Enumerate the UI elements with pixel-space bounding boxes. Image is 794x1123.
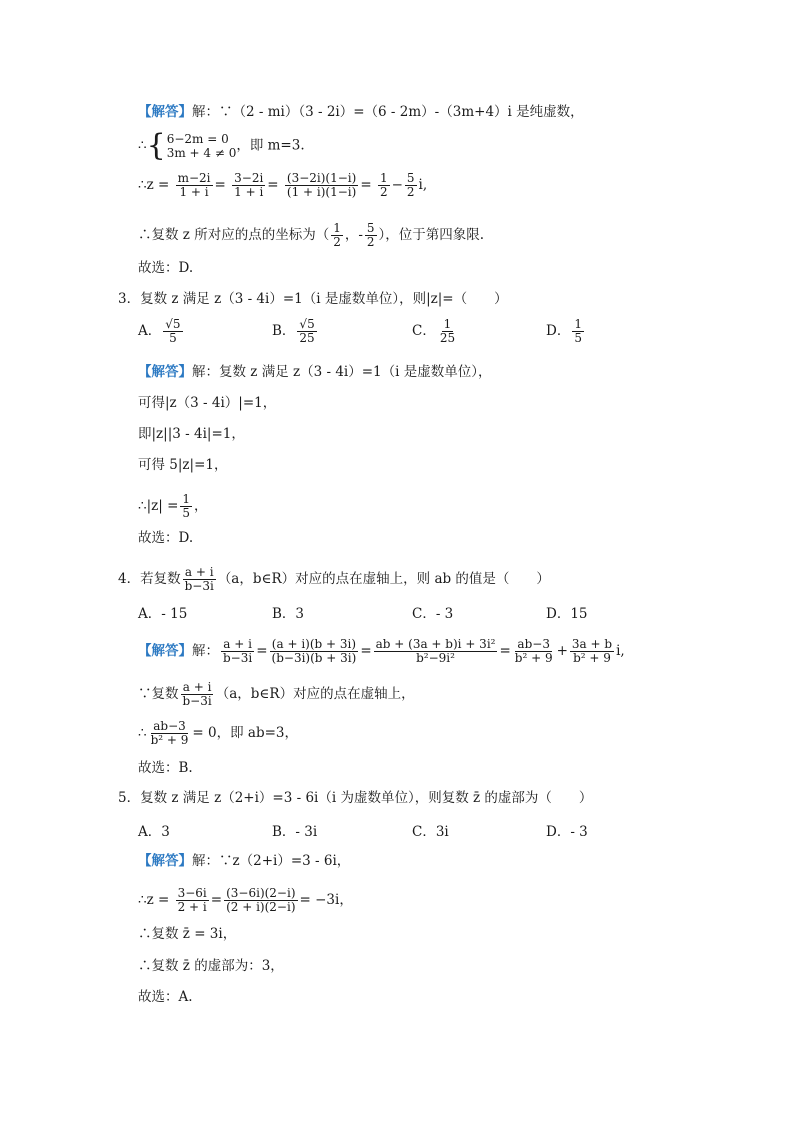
fraction: $\frac{1}{25}$ <box>439 317 456 345</box>
q5-stem: 5．复数 z 满足 z（2+i）=3 - 6i（i 为虚数单位），则复数 z̄ 的虚部为（ ） <box>118 790 593 806</box>
q5-option-b[interactable]: B．- 3i <box>272 824 318 840</box>
fraction: $\frac{1}{5}$ <box>574 317 582 345</box>
fraction: $\frac{1}{2}$ <box>379 171 388 199</box>
q4-option-c[interactable]: C．- 3 <box>412 606 454 622</box>
equation-system: { 6−2m = 0 3m + 4 ≠ 0 <box>146 128 237 163</box>
q4-option-b[interactable]: B．3 <box>272 606 305 622</box>
q3-choice: 故选：D. <box>138 530 194 546</box>
fraction: $\frac{3-6i}{2 + i}$ <box>177 886 207 914</box>
q5-option-d[interactable]: D．- 3 <box>546 824 588 840</box>
q5-z-derivation: ∴z = $\frac{3-6i}{2 + i}$ = $\frac{(3-6i)(2-i)}{(2 + i)(2-i)}$ = −3i， <box>138 886 353 914</box>
fraction: $\frac{\text{ab + (3a + b)i + 3i²}}{\text{b²−9i²}}$ <box>375 637 496 665</box>
q3-option-a[interactable]: A． $\frac{√5}{5}$ <box>138 317 181 345</box>
answer-tag: 【解答】 <box>138 104 192 120</box>
q3-option-c[interactable]: C． $\frac{1}{25}$ <box>412 317 456 345</box>
fraction: $\frac{a + i}{b-3i}$ <box>184 565 214 593</box>
q5-option-a[interactable]: A．3 <box>138 824 170 840</box>
q3-line4: 可得 5|z|=1， <box>138 457 228 473</box>
fraction: $\frac{(3-2i)(1-i)}{(1 + i)(1-i)}$ <box>286 171 357 199</box>
fraction: $\frac{3a + b}{\text{b² + 9}}$ <box>571 637 613 665</box>
fraction: $\frac{5}{2}$ <box>366 221 375 249</box>
q2-choice: 故选：D. <box>138 260 194 276</box>
fraction: $\frac{√5}{5}$ <box>165 317 181 345</box>
fraction: $\frac{1}{5}$ <box>182 492 191 520</box>
fraction: $\frac{a + i}{b-3i}$ <box>223 637 253 665</box>
q4-stem: 4．若复数 $\frac{a + i}{b-3i}$ （a，b∈R）对应的点在虚轴上，则 ab 的值是（ ） <box>118 565 550 593</box>
q4-option-d[interactable]: D．15 <box>546 606 588 622</box>
q5-option-c[interactable]: C．3i <box>412 824 449 840</box>
fraction: $\frac{3-2i}{1 + i}$ <box>234 171 264 199</box>
fraction: $\frac{5}{2}$ <box>406 171 415 199</box>
q3-stem: 3．复数 z 满足 z（3 - 4i）=1（i 是虚数单位），则|z|=（ ） <box>118 291 508 307</box>
q5-solution-line1: 【解答】解：∵z（2+i）=3 - 6i， <box>138 853 351 869</box>
fraction: $\frac{ab-3}{\text{b² + 9}}$ <box>150 719 189 747</box>
fraction: $\frac{(a + i)(b + 3i)}{(b-3i)(b + 3i)}$ <box>271 637 357 665</box>
q3-option-d[interactable]: D． $\frac{1}{5}$ <box>546 317 582 345</box>
q3-option-b[interactable]: B． $\frac{√5}{25}$ <box>272 317 315 345</box>
q2-z-derivation: ∴z = $\frac{m-2i}{1 + i}$ = $\frac{3-2i}{1 + i}$ = $\frac{(3-2i)(1-i)}{(1 + i)(1-i)}$ = $\frac{1}{2}$ − $\frac{5}{2}$ i, <box>138 171 428 199</box>
q5-line4: ∴复数 z̄ 的虚部为：3， <box>138 958 284 974</box>
q3-line2: 可得|z（3 - 4i）|=1， <box>138 395 277 411</box>
fraction: $\frac{√5}{25}$ <box>299 317 315 345</box>
q4-line3: ∴ $\frac{ab-3}{\text{b² + 9}}$ = 0，即 ab=3， <box>138 719 298 747</box>
fraction: $\frac{m-2i}{1 + i}$ <box>177 171 211 199</box>
q4-option-a[interactable]: A．- 15 <box>138 606 188 622</box>
fraction: $\frac{(3-6i)(2-i)}{(2 + i)(2-i)}$ <box>226 886 296 914</box>
q4-choice: 故选：B. <box>138 760 193 776</box>
q4-solution-line1: 【解答】解： $\frac{a + i}{b-3i}$ = $\frac{(a + i)(b + 3i)}{(b-3i)(b + 3i)}$ = $\frac{\text{ab + (3a + b)i + 3i²}}{\text{b²−9i²}}$ = $\frac{ab-3}{\text{b² + 9}}$ + $\frac{3a + b}{\text{b² + 9}}$ i, <box>138 637 625 665</box>
q2-point-line: ∴复数 z 所对应的点的坐标为（ $\frac{1}{2}$ ，- $\frac{5}{2}$ ），位于第四象限. <box>138 221 485 249</box>
fraction: $\frac{a + i}{b-3i}$ <box>182 680 212 708</box>
answer-tag: 【解答】 <box>138 364 192 380</box>
q3-solution-line1: 【解答】解：复数 z 满足 z（3 - 4i）=1（i 是虚数单位）， <box>138 364 492 380</box>
q2-system-line: ∴ { 6−2m = 0 3m + 4 ≠ 0 ，即 m=3. <box>138 128 305 163</box>
fraction: $\frac{ab-3}{\text{b² + 9}}$ <box>514 637 553 665</box>
q2-solution-line1: 【解答】解：∵（2 - mi）（3 - 2i）=（6 - 2m）-（3m+4）i 是纯虚数， <box>138 104 584 120</box>
q3-line3: 即|z||3 - 4i|=1， <box>138 426 245 442</box>
q4-line2: ∵复数 $\frac{a + i}{b-3i}$ （a，b∈R）对应的点在虚轴上， <box>138 680 415 708</box>
q5-choice: 故选：A. <box>138 989 193 1005</box>
fraction: $\frac{1}{2}$ <box>333 221 341 249</box>
answer-tag: 【解答】 <box>138 643 192 659</box>
q3-line5: ∴|z| = $\frac{1}{5}$ ， <box>138 492 208 520</box>
answer-tag: 【解答】 <box>138 853 192 869</box>
q5-line3: ∴复数 z̄ = 3i， <box>138 926 237 942</box>
